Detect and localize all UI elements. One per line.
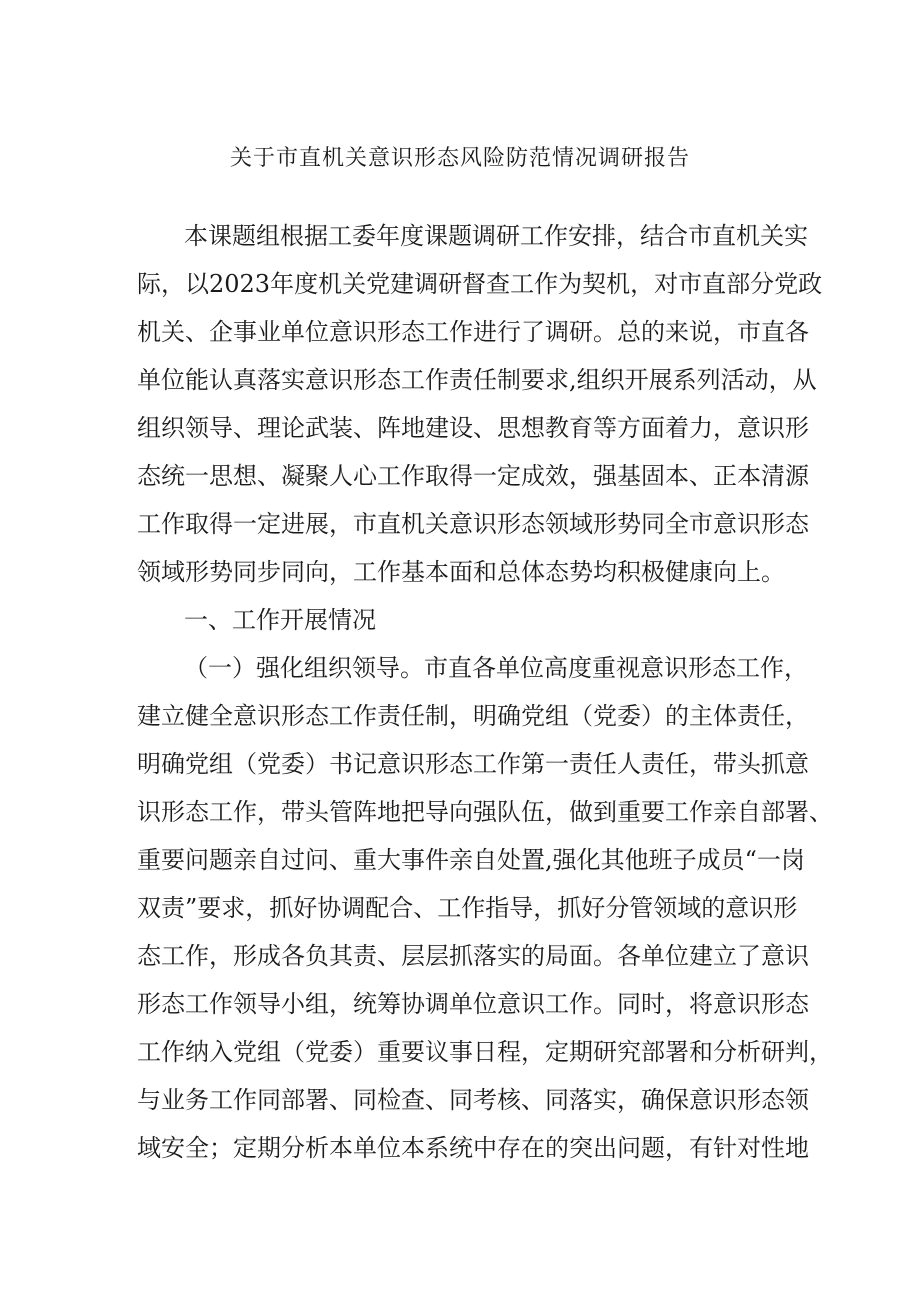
paragraph-line: 单位能认真落实意识形态工作责任制要求,组织开展系列活动，从: [137, 366, 817, 394]
paragraph-line: 明确党组（党委）书记意识形态工作第一责任人责任，带头抓意: [137, 750, 809, 778]
paragraph-line: 重要问题亲自过问、重大事件亲自处置,强化其他班子成员“一岗: [137, 846, 805, 874]
paragraph-line: 与业务工作同部署、同检查、同考核、同落实，确保意识形态领: [137, 1086, 809, 1114]
paragraph-line: 组织领导、理论武装、阵地建设、思想教育等方面着力，意识形: [137, 414, 809, 442]
paragraph-line: 形态工作领导小组，统筹协调单位意识工作。同时，将意识形态: [137, 990, 809, 1018]
paragraph-line: 识形态工作，带头管阵地把导向强队伍，做到重要工作亲自部署、: [137, 798, 833, 826]
paragraph-line: 态统一思想、凝聚人心工作取得一定成效，强基固本、正本清源: [137, 462, 809, 490]
paragraph-line: （一）强化组织领导。市直各单位高度重视意识形态工作，: [184, 654, 808, 682]
paragraph-line: 建立健全意识形态工作责任制，明确党组（党委）的主体责任，: [137, 702, 809, 730]
paragraph-line: 机关、企事业单位意识形态工作进行了调研。总的来说，市直各: [137, 318, 809, 346]
paragraph-line: 本课题组根据工委年度课题调研工作安排，结合市直机关实: [184, 222, 808, 250]
paragraph-line: 工作取得一定进展，市直机关意识形态领域形势同全市意识形态: [137, 510, 809, 538]
section-heading: 一、工作开展情况: [184, 606, 376, 634]
paragraph-line: 工作纳入党组（党委）重要议事日程，定期研究部署和分析研判，: [137, 1038, 833, 1066]
paragraph-line: 双责”要求，抓好协调配合、工作指导，抓好分管领域的意识形: [137, 894, 798, 922]
document-title: 关于市直机关意识形态风险防范情况调研报告: [229, 146, 690, 171]
paragraph-line: 领域形势同步同向，工作基本面和总体态势均积极健康向上。: [137, 558, 785, 586]
paragraph-line: 态工作，形成各负其责、层层抓落实的局面。各单位建立了意识: [137, 942, 809, 970]
paragraph-line: 域安全；定期分析本单位本系统中存在的突出问题，有针对性地: [137, 1134, 809, 1162]
paragraph-line: 际，以2023年度机关党建调研督查工作为契机，对市直部分党政: [137, 270, 823, 298]
